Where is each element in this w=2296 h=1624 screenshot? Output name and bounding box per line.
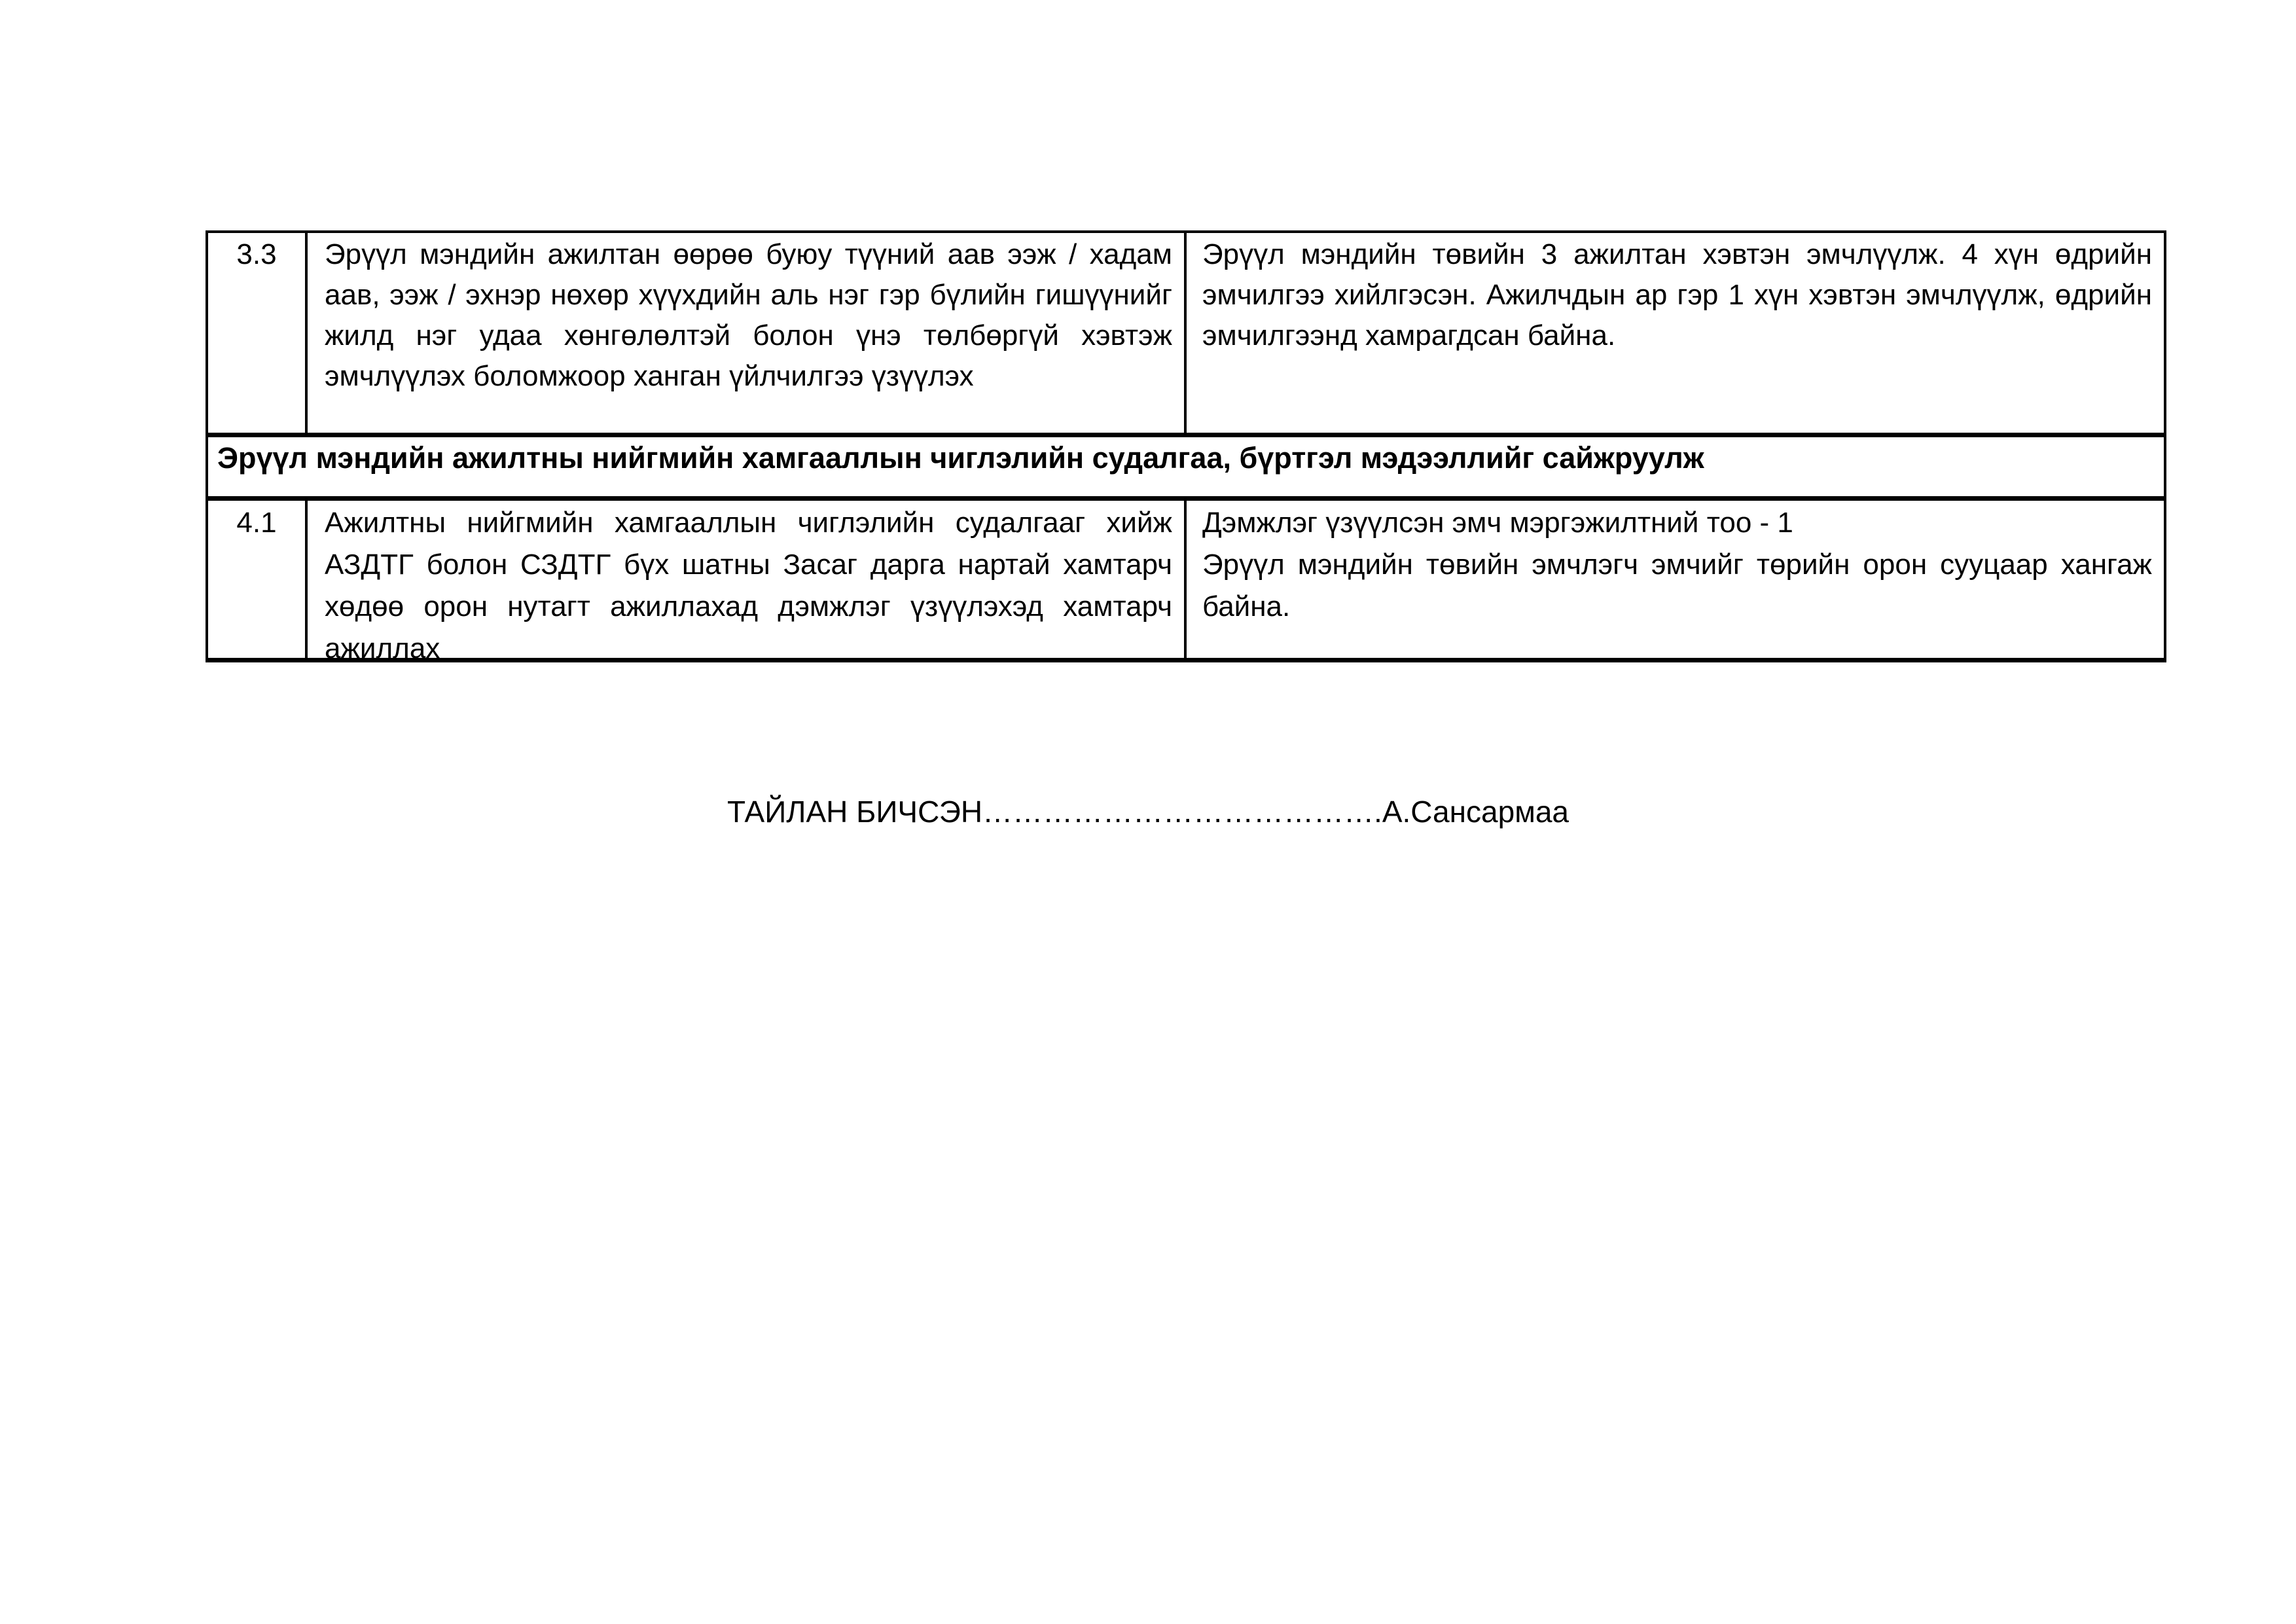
result-cell <box>1187 501 2164 658</box>
row-number-cell: 4.1 <box>236 507 277 539</box>
result-line-1: Дэмжлэг үзүүлсэн эмч мэргэжилтний тоо - 1 <box>1202 507 1793 539</box>
table-row-3-3 <box>208 233 2164 433</box>
result-cell: Эрүүл мэндийн төвийн 3 ажилтан хэвтэн эмчлүүлж. 4 хүн өдрийн эмчилгээ хийлгэсэн. Ажилчдын ар гэр 1 хүн хэвтэн эмчлүүлж, өдрийн эмчилгээнд хамрагдсан байна. <box>1202 238 2152 352</box>
section-header-row: Эрүүл мэндийн ажилтны нийгмийн хамгааллын чиглэлийн судалгаа, бүртгэл мэдээллийг сайжруулж <box>208 433 2164 501</box>
report-author-line: ТАЙЛАН БИЧСЭН………………………………….А.Сансармаа <box>726 795 1569 829</box>
activity-cell: Эрүүл мэндийн ажилтан өөрөө буюу түүний аав ээж / хадам аав, ээж / эхнэр нөхөр хүүхдийн аль нэг гэр бүлийн гишүүнийг жилд нэг удаа хөнгөлөлтэй болон үнэ төлбөргүй хэвтэж эмчлүүлэх боломжоор ханган үйлчилгээ үзүүлэх <box>305 233 1187 433</box>
activity-cell: Ажилтны нийгмийн хамгааллын чиглэлийн судалгааг хийж АЗДТГ болон СЗДТГ бүх шатны Засаг дарга нартай хамтарч хөдөө орон нутагт ажиллахад дэмжлэг үзүүлэхэд хамтарч ажиллах <box>305 501 1187 658</box>
result-line-2: Эрүүл мэндийн төвийн эмчлэгч эмчийг төрийн орон сууцаар хангаж байна. <box>1202 549 2152 623</box>
performance-report-table <box>206 230 2166 662</box>
row-number-cell: 3.3 <box>236 238 277 270</box>
table-row-4-1 <box>208 501 2164 664</box>
